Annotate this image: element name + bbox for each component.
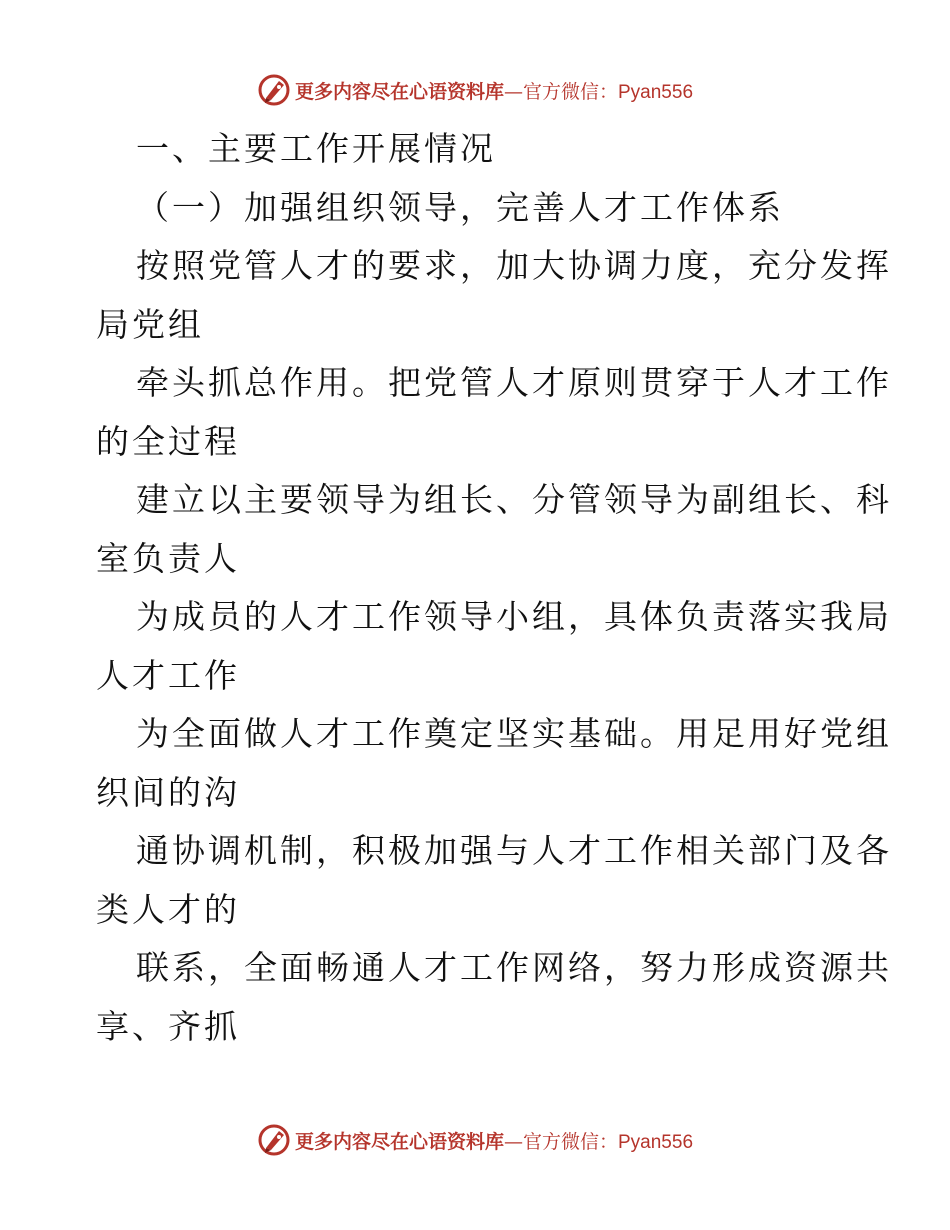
paragraph-line: 享、齐抓 — [96, 1006, 240, 1046]
footer-banner — [0, 1120, 950, 1160]
quill-pen-circle-icon — [257, 73, 291, 107]
header-banner-plain: 官方微信： — [522, 80, 618, 103]
paragraph-line: 建立以主要领导为组长、分管领导为副组长、科 — [136, 480, 892, 519]
body-text — [96, 120, 892, 1056]
paragraph-line: 类人才的 — [96, 889, 240, 929]
quill-pen-circle-icon — [257, 1123, 291, 1157]
paragraph-line: 通协调机制，积极加强与人才工作相关部门及各 — [136, 831, 892, 870]
subsection-heading: （一）加强组织领导，完善人才工作体系 — [136, 187, 784, 227]
paragraph-line: 人才工作 — [96, 655, 240, 695]
header-banner-id: Pyan556 — [618, 81, 694, 103]
paragraph-line: 为全面做人才工作奠定坚实基础。用足用好党组 — [136, 714, 892, 753]
paragraph-line: 室负责人 — [96, 538, 240, 578]
paragraph-line: 的全过程 — [96, 421, 240, 461]
header-banner-bold: 更多内容尽在心语资料库 — [294, 80, 504, 103]
header-banner-text — [295, 77, 693, 104]
paragraph-line: 局党组 — [96, 304, 204, 344]
footer-banner-text — [295, 1127, 693, 1154]
header-banner — [0, 70, 950, 110]
footer-banner-dash: — — [503, 1130, 523, 1153]
paragraph-line: 按照党管人才的要求，加大协调力度，充分发挥 — [136, 246, 892, 285]
footer-banner-id: Pyan556 — [618, 1131, 694, 1153]
paragraph-line: 牵头抓总作用。把党管人才原则贯穿于人才工作 — [136, 363, 892, 402]
paragraph-line: 织间的沟 — [96, 772, 240, 812]
header-banner-dash: — — [503, 80, 523, 103]
section-heading: 一、主要工作开展情况 — [136, 129, 496, 168]
footer-banner-plain: 官方微信： — [522, 1130, 618, 1153]
paragraph-line: 联系，全面畅通人才工作网络，努力形成资源共 — [136, 948, 892, 987]
paragraph-line: 为成员的人才工作领导小组，具体负责落实我局 — [136, 597, 892, 636]
footer-banner-bold: 更多内容尽在心语资料库 — [294, 1130, 504, 1153]
